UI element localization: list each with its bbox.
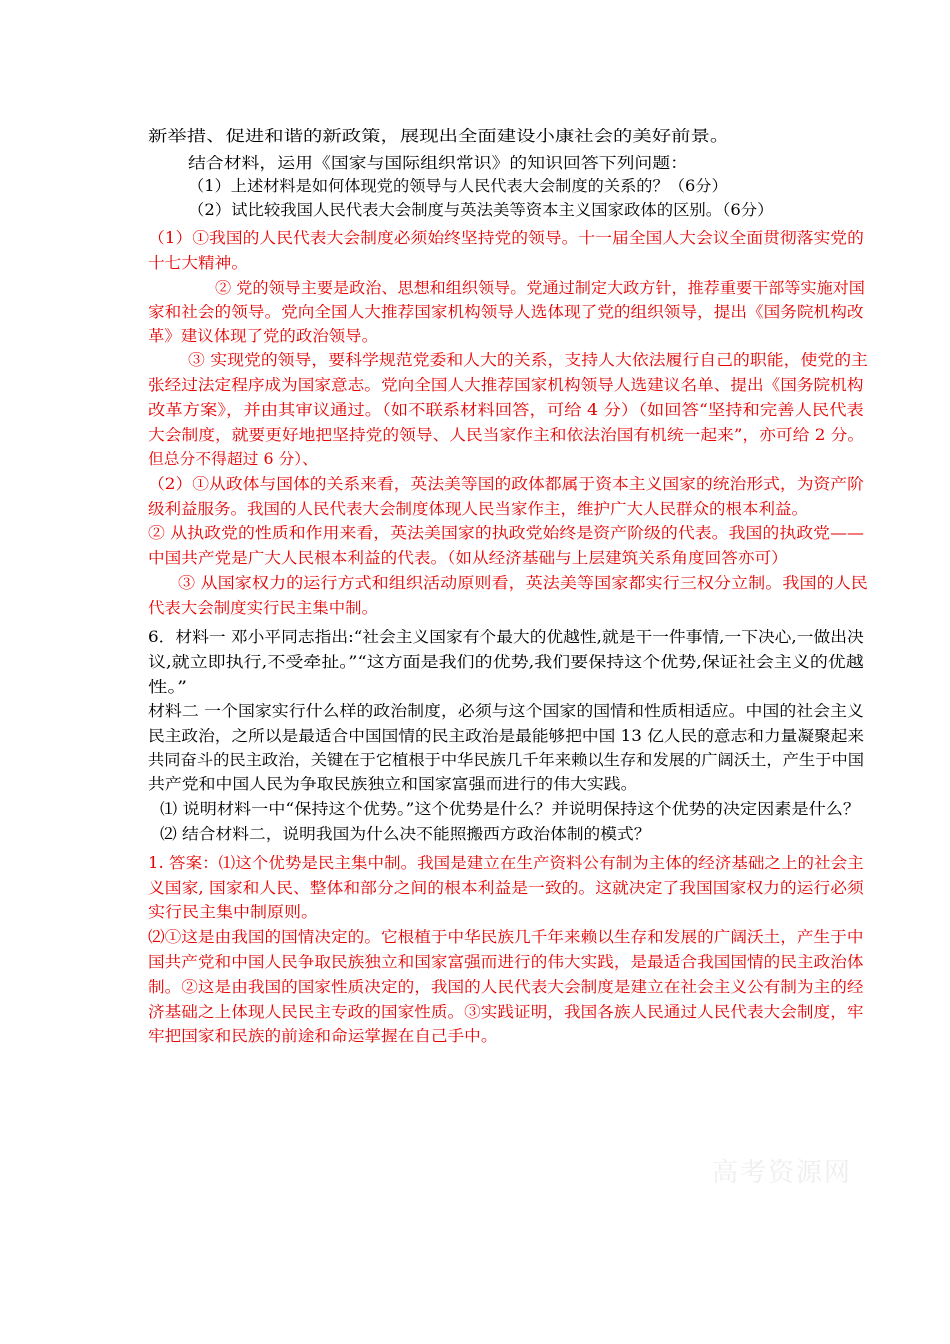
question-text-line: 共同奋斗的民主政治，关键在于它植根于中华民族几千年来赖以生存和发展的广阔沃土，产生于中国 (148, 751, 865, 769)
watermark: 高考资源网 (712, 1158, 853, 1188)
question-text-line: 民主政治，之所以是最适合中国国情的民主政治是最能够把中国 13 亿人民的意志和力量凝聚起来 (148, 727, 865, 745)
answer-text-line: ⑵①这是由我国的国情决定的。它根植于中华民族几千年来赖以生存和发展的广阔沃土，产生于中 (148, 928, 864, 946)
question-text-line: ⑴ 说明材料一中“保持这个优势。”这个优势是什么？并说明保持这个优势的决定因素是什么？ (160, 800, 861, 818)
answer-text-line: （1）①我国的人民代表大会制度必须始终坚持党的领导。十一届全国人大会议全面贯彻落实党的 (148, 229, 864, 247)
answer-text-line: 制。②这是由我国的国家性质决定的，我国的人民代表大会制度是建立在社会主义公有制为主的经 (148, 978, 864, 996)
question-text-line: 新举措、促进和谐的新政策，展现出全面建设小康社会的美好前景。 (148, 127, 730, 145)
question-text-line: （1）上述材料是如何体现党的领导与人民代表大会制度的关系的？（6分） (188, 177, 728, 195)
answer-text-line: ② 从执政党的性质和作用来看，英法美国家的执政党始终是资产阶级的代表。我国的执政党—— (148, 524, 864, 542)
answer-text-line: 十七大精神。 (148, 254, 249, 272)
question-text-line: 性。” (148, 678, 187, 696)
answer-text-line: 大会制度，就要更好地把坚持党的领导、人民当家作主和依法治国有机统一起来”，亦可给 2 分。 (148, 426, 865, 444)
answer-text-line: 义国家, 国家和人民、整体和部分之间的根本利益是一致的。这就决定了我国国家权力的运行必须 (148, 879, 864, 897)
answer-text-line: 级利益服务。我国的人民代表大会制度体现人民当家作主，维护广大人民群众的根本利益。 (148, 500, 809, 518)
answer-text-line: 国共产党和中国人民争取民族独立和国家富强而进行的伟大实践，是最适合我国国情的民主政治体 (148, 953, 864, 971)
answer-text-line: 改革方案》，并由其审议通过。（如不联系材料回答，可给 4 分）（如回答“坚持和完善人民代表 (148, 401, 864, 419)
answer-text-line: 但总分不得超过 6 分）、 (148, 450, 318, 468)
answer-text-line: 济基础之上体现人民民主专政的国家性质。③实践证明，我国各族人民通过人民代表大会制度，牢 (148, 1003, 864, 1021)
answer-text-line: ② 党的领导主要是政治、思想和组织领导。党通过制定大政方针，推荐重要干部等实施对国 (215, 279, 865, 297)
answer-text-line: 1. 答案：⑴这个优势是民主集中制。我国是建立在生产资料公有制为主体的经济基础之上的社会主 (148, 854, 864, 872)
question-text-line: 6．材料一 邓小平同志指出:“社会主义国家有个最大的优越性,就是干一件事情,一下决心,一做出决 (148, 628, 864, 646)
question-text-line: （2）试比较我国人民代表大会制度与英法美等资本主义国家政体的区别。（6分） (188, 201, 774, 219)
question-text-line: 共产党和中国人民为争取民族独立和国家富强而进行的伟大实践。 (148, 775, 638, 793)
answer-text-line: 代表大会制度实行民主集中制。 (148, 599, 379, 617)
question-text-line: 材料二 一个国家实行什么样的政治制度，必须与这个国家的国情和性质相适应。中国的社会主义 (148, 702, 864, 720)
answer-text-line: 实行民主集中制原则。 (148, 903, 319, 921)
answer-text-line: ③ 从国家权力的运行方式和组织活动原则看，英法美等国家都实行三权分立制。我国的人民 (178, 574, 868, 592)
answer-text-line: （2）①从政体与国体的关系来看，英法美等国的政体都属于资本主义国家的统治形式，为资产阶 (148, 475, 864, 493)
question-text-line: 结合材料，运用《国家与国际组织常识》的知识回答下列问题： (188, 154, 689, 172)
answer-text-line: 牢把国家和民族的前途和命运掌握在自己手中。 (148, 1027, 498, 1045)
answer-text-line: ③ 实现党的领导，要科学规范党委和人大的关系，支持人大依法履行自己的职能，使党的主 (188, 351, 868, 369)
question-text-line: 议,就立即执行,不受牵扯。”“这方面是我们的优势,我们要保持这个优势,保证社会主义的优越 (148, 653, 864, 671)
answer-text-line: 革》建议体现了党的政治领导。 (148, 327, 379, 345)
question-text-line: ⑵ 结合材料二，说明我国为什么决不能照搬西方政治体制的模式？ (160, 825, 651, 843)
answer-text-line: 张经过法定程序成为国家意志。党向全国人大推荐国家机构领导人选建议名单、提出《国务院机构 (148, 376, 864, 394)
answer-text-line: 中国共产党是广大人民根本利益的代表。（如从经济基础与上层建筑关系角度回答亦可） (148, 549, 788, 567)
answer-text-line: 家和社会的领导。党向全国人大推荐国家机构领导人选体现了党的组织领导，提出《国务院机构改 (148, 303, 864, 321)
